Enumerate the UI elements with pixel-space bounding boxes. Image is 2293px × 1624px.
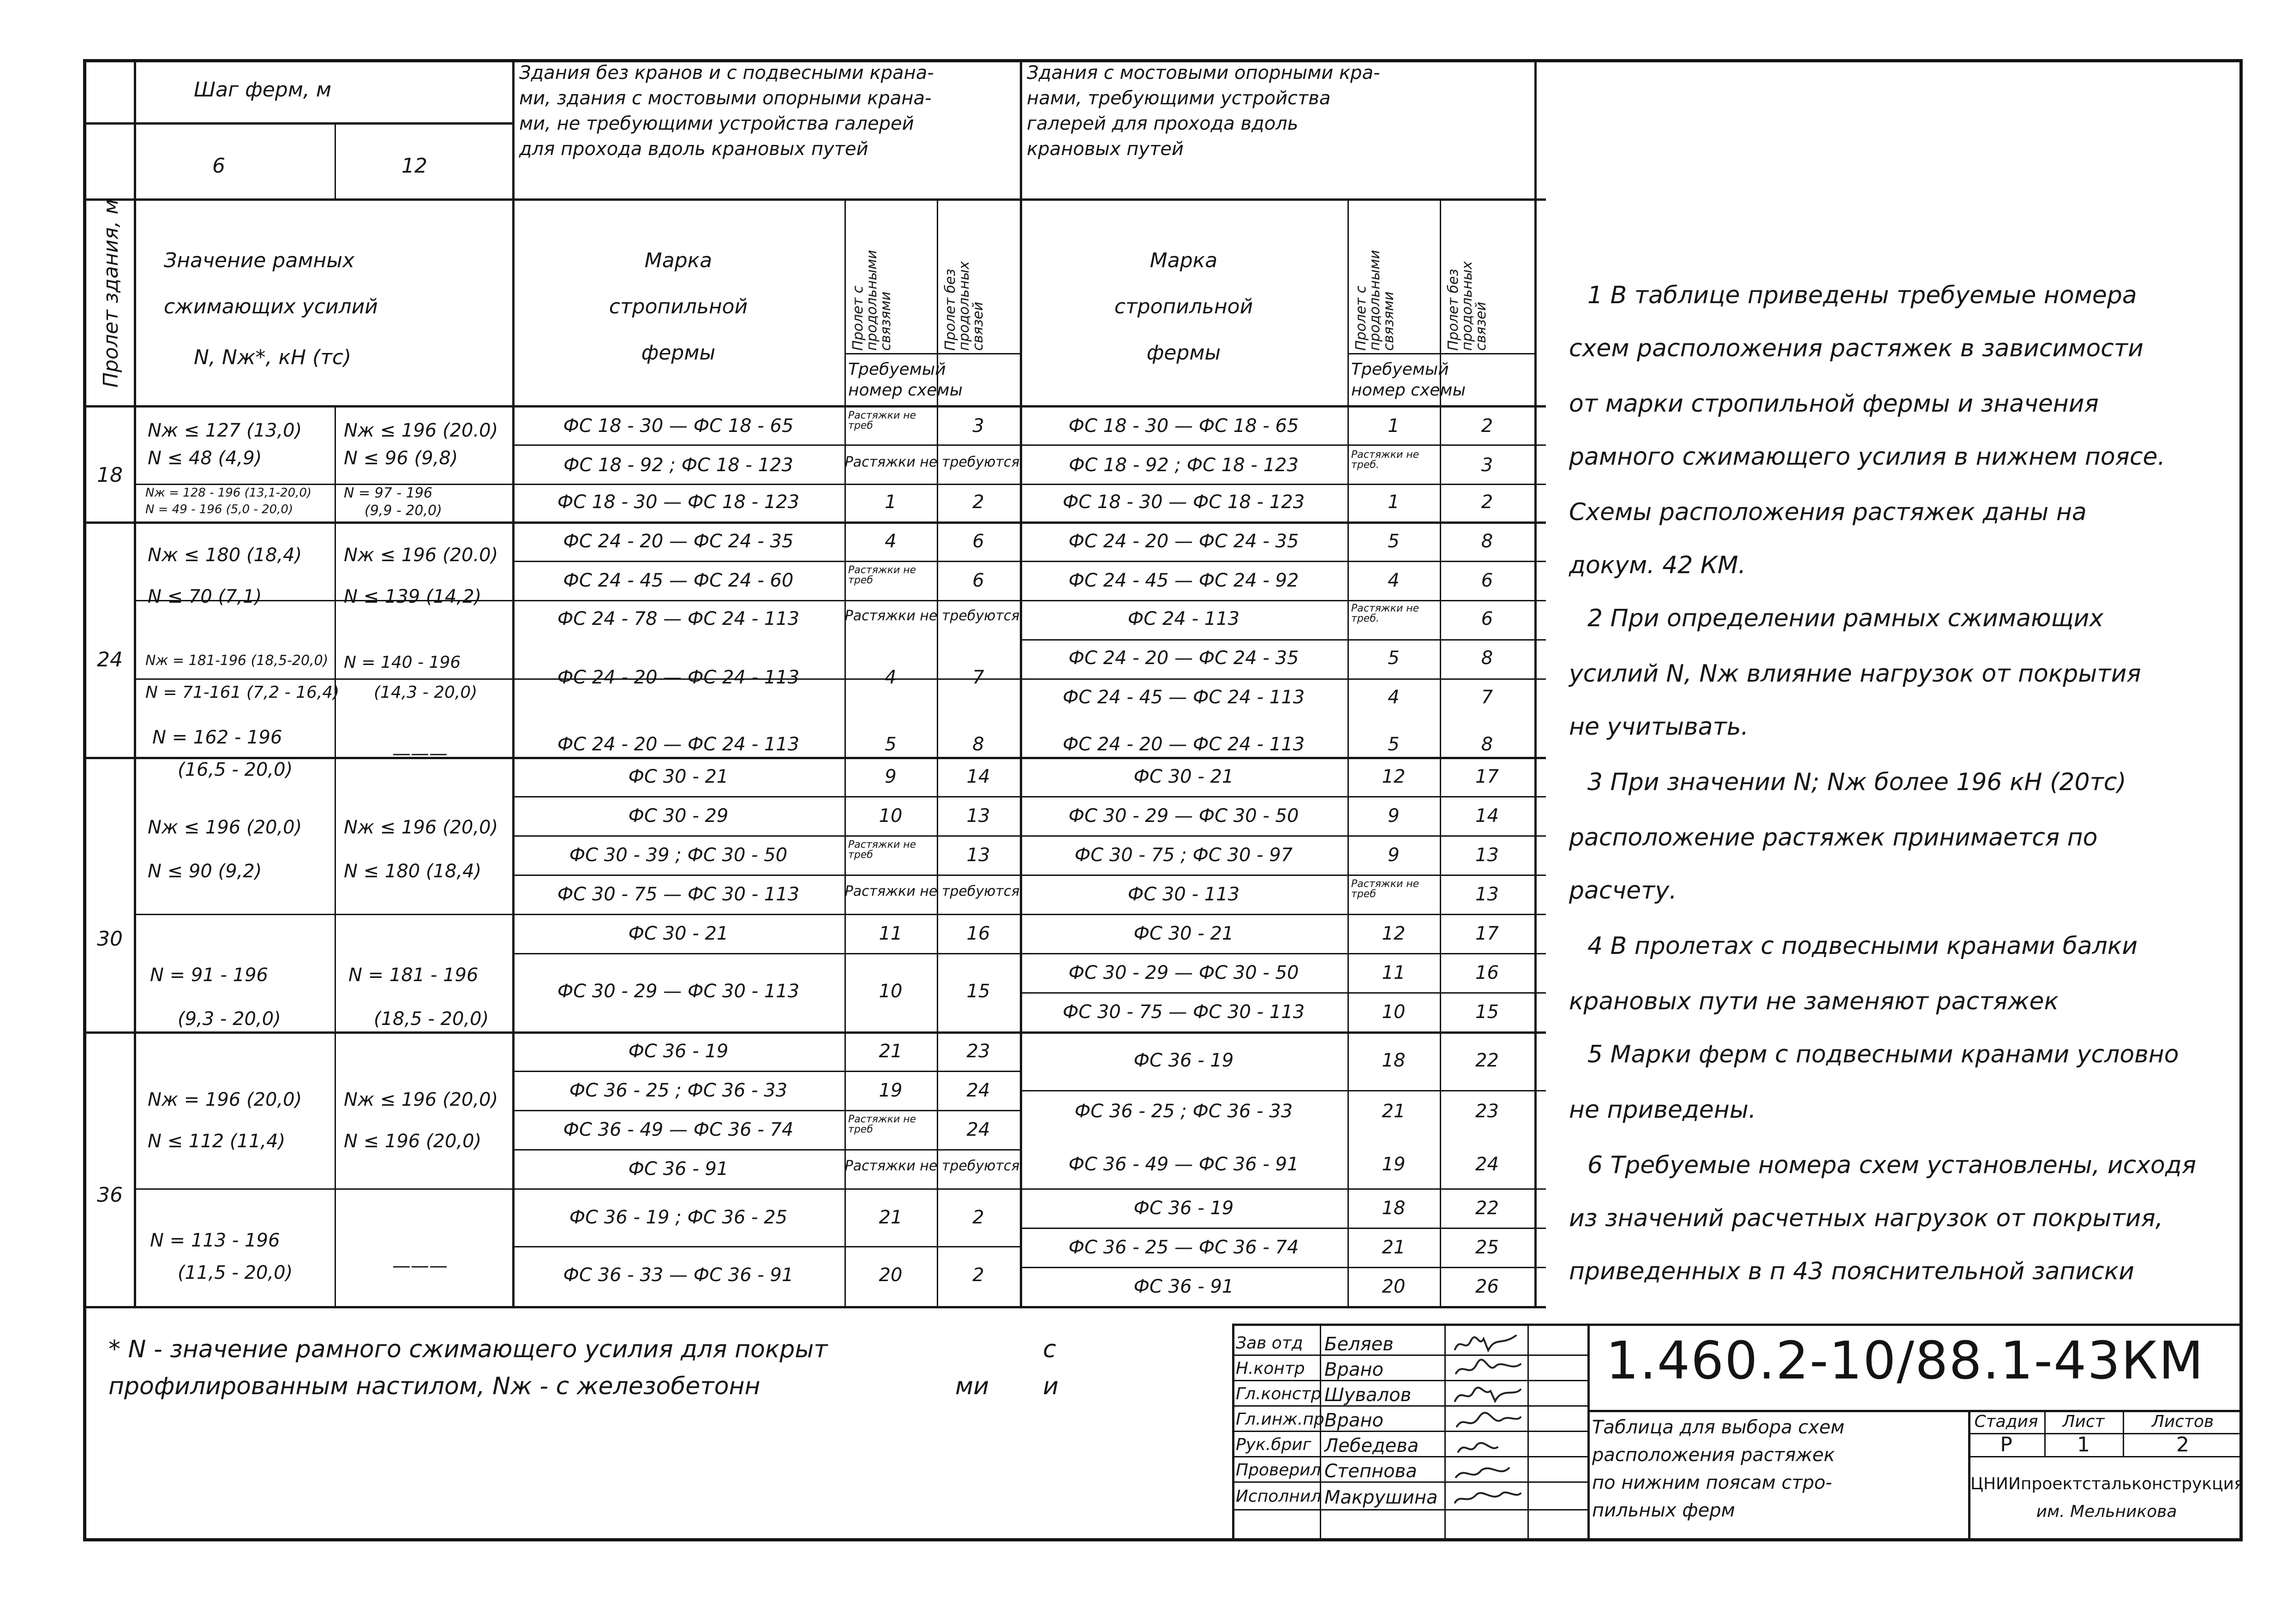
scheme-number: 1 xyxy=(1388,491,1400,513)
scheme-number: 12 xyxy=(1382,766,1406,787)
title-block-rule xyxy=(1232,1354,1587,1356)
sheet-title-line: Таблица для выбора схем xyxy=(1592,1417,1844,1438)
step-12-header: 12 xyxy=(401,154,427,178)
header-line: Пролет с xyxy=(1353,285,1369,351)
required-scheme-header: номер схемы xyxy=(848,381,963,400)
force-value: N ≤ 180 (18,4) xyxy=(344,861,482,882)
note-line: схем расположения растяжек в зависимости xyxy=(1569,335,2143,362)
force-value: Nж ≤ 196 (20,0) xyxy=(344,817,498,838)
truss-step-header: Шаг ферм, м xyxy=(194,78,332,102)
required-scheme-header: Требуемый xyxy=(1351,360,1449,379)
sheet-header: Лист xyxy=(2062,1412,2105,1431)
span-value: 36 xyxy=(97,1183,123,1207)
note-line: приведенных в п 43 пояснительной записки xyxy=(1569,1258,2135,1285)
table-rule xyxy=(83,1031,1546,1034)
span-value: 18 xyxy=(97,463,123,487)
scheme-number: 5 xyxy=(1388,734,1400,755)
header-line: продольными xyxy=(1367,250,1383,351)
header-line: связей xyxy=(1473,301,1489,351)
table-rule xyxy=(1020,1267,1546,1268)
footnote-line: и xyxy=(1043,1372,1059,1400)
span-without-ties-header xyxy=(1447,261,1488,351)
force-value: Nж ≤ 127 (13,0) xyxy=(148,420,302,441)
truss-mark: ФС 36 - 33 — ФС 36 - 91 xyxy=(563,1264,794,1286)
truss-mark: ФС 30 - 21 xyxy=(1133,923,1234,944)
footnote-line: с xyxy=(1043,1336,1056,1363)
force-value: Nж = 196 (20,0) xyxy=(148,1089,302,1110)
truss-mark: ФС 36 - 49 — ФС 36 - 74 xyxy=(563,1119,794,1140)
scheme-number: 10 xyxy=(879,805,903,827)
truss-mark: ФС 30 - 75 ; ФС 30 - 97 xyxy=(1074,845,1293,866)
scheme-number: 8 xyxy=(1481,531,1493,552)
scheme-number: 7 xyxy=(1481,687,1493,708)
note-line: расчету. xyxy=(1569,877,1677,905)
truss-mark: ФС 30 - 75 — ФС 30 - 113 xyxy=(557,884,800,905)
ties-not-required: Растяжки не требуются xyxy=(844,883,1020,899)
note-line: не приведены. xyxy=(1569,1096,1756,1124)
truss-mark: ФС 30 - 29 — ФС 30 - 113 xyxy=(557,981,800,1002)
ties-not-required: Растяжки не треб. xyxy=(1351,449,1419,471)
mark-header-line: стропильной xyxy=(1114,295,1253,318)
scheme-number: 19 xyxy=(1382,1154,1406,1175)
truss-mark: ФС 24 - 45 — ФС 24 - 60 xyxy=(563,570,794,591)
force-value: Nж ≤ 180 (18,4) xyxy=(148,545,302,566)
truss-mark: ФС 30 - 21 xyxy=(628,766,729,787)
force-value: (14,3 - 20,0) xyxy=(374,683,478,702)
truss-mark: ФС 24 - 20 — ФС 24 - 35 xyxy=(563,531,794,552)
note-line: рамного сжимающего усилия в нижнем поясе. xyxy=(1569,443,2166,471)
ties-not-required: Растяжки не требуются xyxy=(844,608,1020,624)
table-rule xyxy=(83,757,1546,759)
force-value: N = 140 - 196 xyxy=(344,653,461,672)
scheme-number: 22 xyxy=(1475,1050,1499,1071)
scheme-number: 14 xyxy=(966,766,990,787)
note-line: 3 При значении N; Nж более 196 кН (20тс) xyxy=(1587,768,2126,796)
scheme-number: 18 xyxy=(1382,1198,1406,1219)
group-b-header-line: Здания с мостовыми опорными кра- xyxy=(1027,62,1380,84)
force-value: (11,5 - 20,0) xyxy=(178,1262,293,1283)
truss-mark: ФС 18 - 30 — ФС 18 - 65 xyxy=(563,415,794,437)
scheme-number: 8 xyxy=(1481,647,1493,669)
force-value: (16,5 - 20,0) xyxy=(178,759,293,780)
scheme-number: 23 xyxy=(966,1041,990,1062)
table-rule xyxy=(83,521,1546,524)
truss-mark: ФС 30 - 21 xyxy=(628,923,729,944)
title-block-rule xyxy=(1587,1324,1590,1541)
span-with-ties-header xyxy=(851,250,893,351)
scheme-number: 4 xyxy=(885,531,897,552)
note-line: крановых пути не заменяют растяжек xyxy=(1569,988,2059,1015)
scheme-number: 21 xyxy=(879,1041,903,1062)
truss-mark: ФС 24 - 20 — ФС 24 - 113 xyxy=(557,667,800,688)
note-line: 5 Марки ферм с подвесными кранами условно xyxy=(1587,1041,2179,1068)
scheme-number: 17 xyxy=(1475,923,1499,944)
table-rule xyxy=(512,1071,1020,1072)
scheme-number: 10 xyxy=(879,981,903,1002)
force-header-line: Значение рамных xyxy=(164,249,355,272)
truss-mark: ФС 30 - 29 xyxy=(628,805,729,827)
table-rule xyxy=(844,353,1020,354)
ties-not-required: Растяжки не требуются xyxy=(844,1158,1020,1174)
scheme-number: 5 xyxy=(1388,531,1400,552)
scheme-number: 21 xyxy=(879,1207,903,1228)
name-label: Лебедева xyxy=(1324,1435,1419,1456)
ties-not-required: Растяжки не треб xyxy=(848,410,916,431)
note-line: от марки стропильной фермы и значения xyxy=(1569,390,2099,418)
truss-mark: ФС 36 - 91 xyxy=(628,1158,729,1180)
group-a-header-line: Здания без кранов и с подвесными крана- xyxy=(519,62,934,84)
stage-header: Стадия xyxy=(1974,1412,2038,1431)
force-value: Nж ≤ 196 (20,0) xyxy=(148,817,302,838)
mark-header-line: Марка xyxy=(644,249,712,272)
table-rule xyxy=(83,198,1546,201)
name-label: Беляев xyxy=(1324,1334,1394,1355)
scheme-number: 24 xyxy=(1475,1154,1499,1175)
truss-mark: ФС 18 - 92 ; ФС 18 - 123 xyxy=(1069,455,1299,476)
table-rule xyxy=(512,561,1546,562)
scheme-number: 4 xyxy=(885,667,897,688)
table-rule xyxy=(83,122,512,125)
header-line: продольных xyxy=(1459,261,1475,351)
scheme-number: 11 xyxy=(1382,962,1406,983)
step-6-header: 6 xyxy=(212,154,225,178)
role-label: Гл.инж.пр xyxy=(1236,1410,1324,1429)
header-line: Пролет без xyxy=(1445,269,1461,351)
group-b-header-line: галерей для прохода вдоль xyxy=(1027,113,1299,134)
ties-not-required: Растяжки не треб. xyxy=(1351,603,1419,624)
note-line: 6 Требуемые номера схем установлены, исходя xyxy=(1587,1151,2197,1179)
truss-mark: ФС 36 - 19 xyxy=(1133,1198,1234,1219)
truss-mark: ФС 30 - 29 — ФС 30 - 50 xyxy=(1068,805,1299,827)
force-value: N = 49 - 196 (5,0 - 20,0) xyxy=(145,503,293,516)
span-with-ties-header xyxy=(1354,250,1396,351)
note-line: не учитывать. xyxy=(1569,713,1749,741)
force-value: Nж ≤ 196 (20.0) xyxy=(344,420,498,441)
note-line: расположение растяжек принимается по xyxy=(1569,824,2098,851)
truss-mark: ФС 36 - 25 — ФС 36 - 74 xyxy=(1068,1237,1299,1258)
scheme-number: 23 xyxy=(1475,1101,1499,1122)
header-line: связей xyxy=(970,301,986,351)
table-rule xyxy=(512,835,1546,837)
table-rule xyxy=(512,796,1546,797)
scheme-number: 10 xyxy=(1382,1001,1406,1023)
mark-header-line: стропильной xyxy=(609,295,748,318)
force-value: Nж = 181-196 (18,5-20,0) xyxy=(145,653,329,669)
truss-mark: ФС 36 - 19 xyxy=(628,1041,729,1062)
truss-mark: ФС 30 - 21 xyxy=(1133,766,1234,787)
scheme-number: 2 xyxy=(972,491,984,513)
title-block-rule xyxy=(1232,1509,1587,1510)
scheme-number: 6 xyxy=(1481,570,1493,591)
name-label: Степнова xyxy=(1324,1461,1417,1482)
scheme-number: 8 xyxy=(972,734,984,755)
truss-mark: ФС 30 - 113 xyxy=(1127,884,1240,905)
scheme-number: 6 xyxy=(972,570,984,591)
force-header-line: сжимающих усилий xyxy=(164,295,378,318)
span-without-ties-header xyxy=(944,261,985,351)
truss-mark: ФС 36 - 25 ; ФС 36 - 33 xyxy=(1074,1101,1293,1122)
organization-subtitle: им. Мельникова xyxy=(2036,1502,2177,1521)
truss-mark: ФС 24 - 20 — ФС 24 - 113 xyxy=(1062,734,1305,755)
scheme-number: 4 xyxy=(1388,687,1400,708)
header-line: продольных xyxy=(956,261,972,351)
truss-mark: ФС 24 - 45 — ФС 24 - 113 xyxy=(1062,687,1305,708)
required-scheme-header: Требуемый xyxy=(848,360,946,379)
truss-mark: ФС 18 - 30 — ФС 18 - 123 xyxy=(557,491,800,513)
name-label: Врано xyxy=(1324,1359,1383,1380)
truss-mark: ФС 18 - 92 ; ФС 18 - 123 xyxy=(563,455,793,476)
header-line: связями xyxy=(878,291,894,351)
scheme-number: 2 xyxy=(1481,491,1493,513)
scheme-number: 21 xyxy=(1382,1101,1406,1122)
role-label: Зав отд xyxy=(1236,1334,1303,1353)
force-value: N = 91 - 196 xyxy=(150,965,268,986)
table-rule xyxy=(134,914,1546,915)
mark-header-line: Марка xyxy=(1149,249,1218,272)
role-label: Рук.бриг xyxy=(1236,1435,1311,1454)
truss-mark: ФС 36 - 25 ; ФС 36 - 33 xyxy=(569,1080,788,1101)
title-block-rule xyxy=(1232,1380,1587,1381)
ties-not-required: Растяжки не треб xyxy=(1351,878,1419,900)
mark-header-line: фермы xyxy=(641,341,716,365)
scheme-number: 13 xyxy=(1475,884,1499,905)
table-rule xyxy=(512,1110,1020,1111)
force-value: N = 71-161 (7,2 - 16,4) xyxy=(145,683,340,702)
sheet-value: 1 xyxy=(2077,1433,2090,1456)
scheme-number: 15 xyxy=(966,981,990,1002)
signature xyxy=(1451,1327,1525,1507)
sheets-header: Листов xyxy=(2151,1412,2214,1431)
sheets-value: 2 xyxy=(2176,1433,2189,1456)
table-rule xyxy=(1020,1090,1546,1091)
note-line: 1 В таблице приведены требуемые номера xyxy=(1587,282,2137,309)
force-value: N ≤ 96 (9,8) xyxy=(344,448,458,469)
sheet-title-line: пильных ферм xyxy=(1592,1500,1735,1521)
scheme-number: 20 xyxy=(1382,1276,1406,1297)
table-rule xyxy=(1534,59,1537,1306)
scheme-number: 6 xyxy=(972,531,984,552)
truss-mark: ФС 24 - 113 xyxy=(1127,608,1240,629)
required-scheme-header: номер схемы xyxy=(1351,381,1466,400)
force-value: Nж = 128 - 196 (13,1-20,0) xyxy=(145,486,312,500)
force-value: N ≤ 139 (14,2) xyxy=(344,586,482,607)
role-label: Гл.констр xyxy=(1236,1384,1322,1403)
force-value: N = 181 - 196 xyxy=(348,965,479,986)
name-label: Врано xyxy=(1324,1410,1383,1431)
scheme-number: 2 xyxy=(972,1264,984,1286)
scheme-number: 19 xyxy=(879,1080,903,1101)
note-line: Схемы расположения растяжек даны на xyxy=(1569,498,2087,526)
span-value: 30 xyxy=(97,927,123,951)
table-rule xyxy=(83,405,1546,407)
scheme-number: 2 xyxy=(1481,415,1493,437)
force-value: N = 97 - 196 xyxy=(344,485,432,501)
force-value: N ≤ 196 (20,0) xyxy=(344,1131,482,1152)
scheme-number: 13 xyxy=(1475,845,1499,866)
table-rule xyxy=(512,444,1546,446)
scheme-number: 24 xyxy=(966,1119,990,1140)
scheme-number: 9 xyxy=(1388,845,1400,866)
role-label: Исполнил xyxy=(1236,1487,1322,1506)
table-rule xyxy=(335,405,336,1306)
role-label: Н.контр xyxy=(1236,1359,1305,1378)
truss-mark: ФС 30 - 39 ; ФС 30 - 50 xyxy=(569,845,788,866)
force-header-line: N, Nж*, кН (тс) xyxy=(194,346,352,369)
table-rule xyxy=(512,1149,1020,1151)
scheme-number: 1 xyxy=(885,491,897,513)
header-line: Пролет с xyxy=(850,285,866,351)
dash: ——— xyxy=(392,743,448,764)
span-value: 24 xyxy=(97,648,123,671)
footnote-line: профилированным настилом, Nж - с железобетонн xyxy=(108,1372,760,1400)
force-value: (9,9 - 20,0) xyxy=(365,503,442,519)
ties-not-required: Растяжки не треб xyxy=(848,564,916,586)
header-line: продольными xyxy=(864,250,880,351)
table-rule xyxy=(512,1246,1020,1247)
span-column-header: Пролет здания, м xyxy=(99,199,123,388)
scheme-number: 18 xyxy=(1382,1050,1406,1071)
scheme-number: 3 xyxy=(1481,455,1493,476)
truss-mark: ФС 36 - 49 — ФС 36 - 91 xyxy=(1068,1154,1299,1175)
force-value: N ≤ 90 (9,2) xyxy=(148,861,262,882)
scheme-number: 25 xyxy=(1475,1237,1499,1258)
group-a-header-line: ми, здания с мостовыми опорными крана- xyxy=(519,88,932,109)
scheme-number: 7 xyxy=(972,667,984,688)
sheet-title-line: по нижним поясам стро- xyxy=(1592,1472,1832,1493)
group-a-header-line: ми, не требующими устройства галерей xyxy=(519,113,914,134)
scheme-number: 14 xyxy=(1475,805,1499,827)
footnote-line: ми xyxy=(955,1372,989,1400)
force-value: N ≤ 112 (11,4) xyxy=(148,1131,286,1152)
ties-not-required: Растяжки не требуются xyxy=(844,454,1020,470)
truss-mark: ФС 24 - 20 — ФС 24 - 113 xyxy=(557,734,800,755)
truss-mark: ФС 18 - 30 — ФС 18 - 123 xyxy=(1062,491,1305,513)
title-block-rule xyxy=(1232,1324,2243,1326)
truss-mark: ФС 36 - 91 xyxy=(1133,1276,1234,1297)
table-rule xyxy=(134,1188,1546,1190)
group-b-header-line: нами, требующими устройства xyxy=(1027,88,1331,109)
truss-mark: ФС 24 - 20 — ФС 24 - 35 xyxy=(1068,531,1299,552)
footnote-line: * N - значение рамного сжимающего усилия для покрыт xyxy=(108,1336,828,1363)
force-value: N = 162 - 196 xyxy=(152,727,282,748)
scheme-number: 11 xyxy=(879,923,903,944)
scheme-number: 5 xyxy=(885,734,897,755)
group-b-header-line: крановых путей xyxy=(1027,138,1184,160)
header-line: Пролет без xyxy=(942,269,958,351)
scheme-number: 4 xyxy=(1388,570,1400,591)
table-rule xyxy=(1020,639,1546,641)
force-value: (18,5 - 20,0) xyxy=(374,1008,489,1030)
scheme-number: 21 xyxy=(1382,1237,1406,1258)
force-value: Nж ≤ 196 (20,0) xyxy=(344,1089,498,1110)
dash: ——— xyxy=(392,1255,448,1276)
scheme-number: 9 xyxy=(1388,805,1400,827)
table-rule xyxy=(1020,1228,1546,1229)
table-rule xyxy=(1020,992,1546,994)
truss-mark: ФС 24 - 45 — ФС 24 - 92 xyxy=(1068,570,1299,591)
table-rule xyxy=(83,1306,1546,1308)
truss-mark: ФС 36 - 19 xyxy=(1133,1050,1234,1071)
header-line: связями xyxy=(1381,291,1397,351)
scheme-number: 16 xyxy=(1475,962,1499,983)
scheme-number: 5 xyxy=(1388,647,1400,669)
scheme-number: 12 xyxy=(1382,923,1406,944)
note-line: усилий N, Nж влияние нагрузок от покрытия xyxy=(1569,660,2141,688)
scheme-number: 3 xyxy=(972,415,984,437)
role-label: Проверил xyxy=(1236,1461,1321,1480)
name-label: Макрушина xyxy=(1324,1487,1438,1508)
scheme-number: 24 xyxy=(966,1080,990,1101)
scheme-number: 1 xyxy=(1388,415,1400,437)
scheme-number: 22 xyxy=(1475,1198,1499,1219)
mark-header-line: фермы xyxy=(1146,341,1221,365)
table-rule xyxy=(512,875,1546,876)
note-line: докум. 42 КМ. xyxy=(1569,551,1746,579)
force-value: N ≤ 70 (7,1) xyxy=(148,586,262,607)
note-line: 2 При определении рамных сжимающих xyxy=(1587,605,2104,632)
truss-mark: ФС 24 - 20 — ФС 24 - 35 xyxy=(1068,647,1299,669)
truss-mark: ФС 30 - 75 — ФС 30 - 113 xyxy=(1062,1001,1305,1023)
truss-mark: ФС 30 - 29 — ФС 30 - 50 xyxy=(1068,962,1299,983)
sheet-title-line: расположения растяжек xyxy=(1592,1444,1835,1466)
note-line: 4 В пролетах с подвесными кранами балки xyxy=(1587,932,2138,960)
force-value: N ≤ 48 (4,9) xyxy=(148,448,262,469)
scheme-number: 8 xyxy=(1481,734,1493,755)
name-label: Шувалов xyxy=(1324,1384,1412,1406)
note-line: из значений расчетных нагрузок от покрытия, xyxy=(1569,1205,2163,1232)
title-block-rule xyxy=(1232,1431,1587,1432)
ties-not-required: Растяжки не треб xyxy=(848,1114,916,1135)
table-rule xyxy=(335,122,336,198)
table-rule xyxy=(134,59,136,1306)
scheme-number: 26 xyxy=(1475,1276,1499,1297)
scheme-number: 6 xyxy=(1481,608,1493,629)
scheme-number: 15 xyxy=(1475,1001,1499,1023)
scheme-number: 13 xyxy=(966,805,990,827)
group-a-header-line: для прохода вдоль крановых путей xyxy=(519,138,868,160)
document-code: 1.460.2-10/88.1-43КМ xyxy=(1606,1331,2204,1391)
scheme-number: 17 xyxy=(1475,766,1499,787)
stage-value: Р xyxy=(2000,1433,2012,1456)
truss-mark: ФС 18 - 30 — ФС 18 - 65 xyxy=(1068,415,1299,437)
scheme-number: 20 xyxy=(879,1264,903,1286)
force-value: N = 113 - 196 xyxy=(150,1230,280,1251)
truss-mark: ФС 24 - 78 — ФС 24 - 113 xyxy=(557,608,800,629)
truss-mark: ФС 36 - 19 ; ФС 36 - 25 xyxy=(569,1207,788,1228)
scheme-number: 9 xyxy=(885,766,897,787)
ties-not-required: Растяжки не треб xyxy=(848,839,916,861)
scheme-number: 13 xyxy=(966,845,990,866)
scheme-number: 16 xyxy=(966,923,990,944)
force-value: (9,3 - 20,0) xyxy=(178,1008,281,1030)
table-rule xyxy=(512,953,1546,954)
organization-name: ЦНИИпроектстальконструкция xyxy=(1970,1474,2244,1493)
force-value: Nж ≤ 196 (20.0) xyxy=(344,545,498,566)
scheme-number: 2 xyxy=(972,1207,984,1228)
